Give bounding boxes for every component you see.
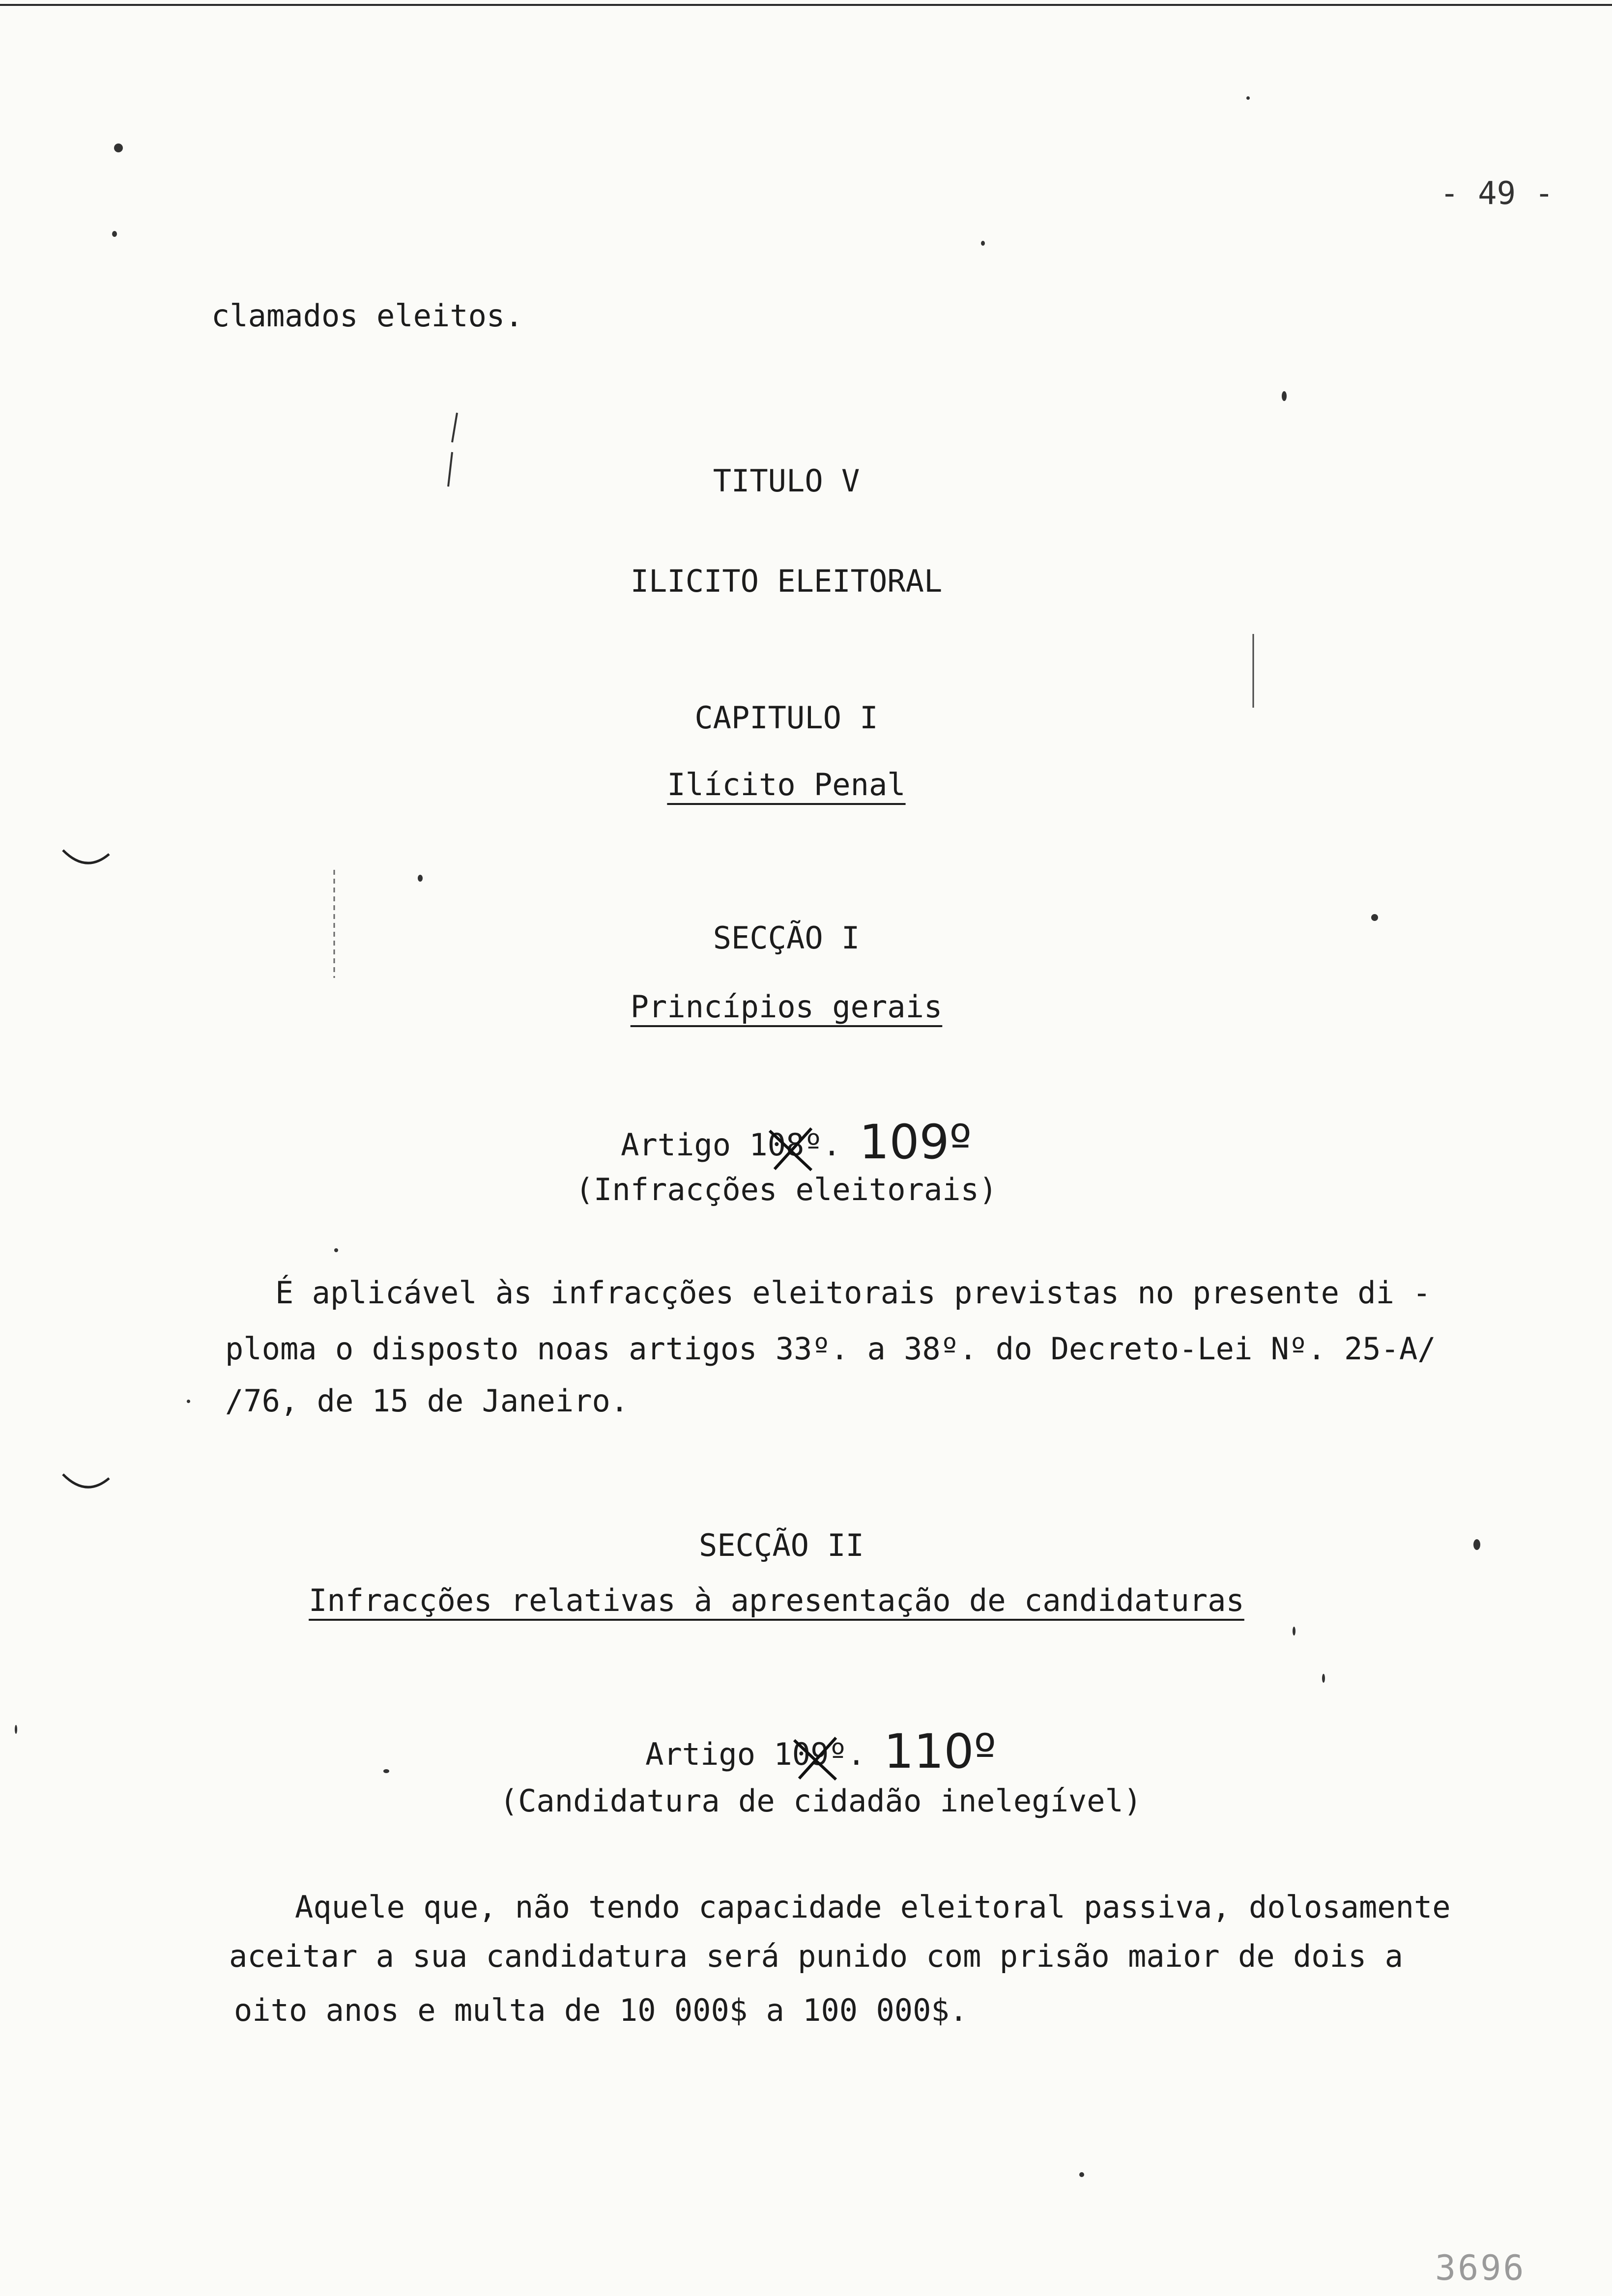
section2-name: Infracções relativas à apresentação de candidaturas [309, 1582, 1244, 1618]
chapter-name: Ilícito Penal [667, 767, 906, 803]
ink-speck [114, 144, 123, 152]
article109-struck-number: 08 [768, 1130, 805, 1160]
section1-name: Princípios gerais [630, 989, 943, 1025]
punch-hole-mark [59, 845, 113, 875]
article109-line-3: /76, de 15 de Janeiro. [225, 1383, 629, 1419]
scan-artifact-stroke [437, 408, 467, 491]
top-border-line [0, 4, 1612, 6]
chapter-label: CAPITULO I [694, 700, 878, 736]
ink-speck [383, 1769, 389, 1773]
strike-mark-icon [789, 1730, 843, 1784]
ink-speck [981, 241, 985, 246]
page-number: - 49 - [1440, 175, 1554, 212]
article109-line-1: É aplicável às infracções eleitorais previstas no presente di - [275, 1275, 1431, 1311]
article110-line-3: oito anos e multa de 10 000$ a 100 000$. [234, 1992, 968, 2028]
article110-line-1: Aquele que, não tendo capacidade eleitoral passiva, dolosamente [295, 1889, 1451, 1925]
article110-handwritten-number: 110º [884, 1724, 996, 1779]
article110-struck-number: 09 [792, 1739, 829, 1770]
ink-speck [15, 1725, 17, 1734]
article110-line-2: aceitar a sua candidatura será punido com prisão maior de dois a [229, 1938, 1403, 1974]
section2-label: SECÇÃO II [699, 1527, 864, 1563]
article109-prefix: Artigo 1 [621, 1127, 768, 1163]
scan-artifact-stroke [329, 865, 339, 983]
strike-mark-icon [765, 1121, 819, 1175]
footer-stamp: 3696 [1435, 2248, 1526, 2288]
ink-speck [1322, 1674, 1325, 1683]
ink-speck [1282, 391, 1287, 401]
scan-artifact-stroke [1248, 629, 1258, 713]
punch-hole-mark [59, 1469, 113, 1499]
ink-speck [187, 1400, 190, 1403]
article109-heading: (Infracções eleitorais) [575, 1172, 998, 1207]
continuation-text: clamados eleitos. [211, 298, 523, 334]
article110-prefix: Artigo 1 [645, 1736, 792, 1772]
article109-title: Artigo 108 º. 109º [0, 1116, 1602, 1163]
ink-speck [418, 875, 423, 882]
title-name: ILICITO ELEITORAL [630, 563, 943, 599]
ink-speck [1473, 1539, 1480, 1550]
article110-heading: (Candidatura de cidadão inelegível) [499, 1783, 1142, 1819]
title-label: TITULO V [713, 463, 860, 499]
article109-line-2: ploma o disposto noas artigos 33º. a 38º. do Decreto-Lei Nº. 25-A/ [225, 1331, 1436, 1367]
article110-title: Artigo 109 º. 110º [15, 1725, 1612, 1772]
ink-speck [1371, 914, 1378, 921]
article109-handwritten-number: 109º [859, 1115, 972, 1170]
ink-speck [112, 231, 117, 237]
ink-speck [1079, 2172, 1084, 2177]
section1-label: SECÇÃO I [713, 920, 860, 956]
ink-speck [1246, 96, 1250, 100]
ink-speck [334, 1248, 338, 1252]
ink-speck [1293, 1627, 1295, 1636]
